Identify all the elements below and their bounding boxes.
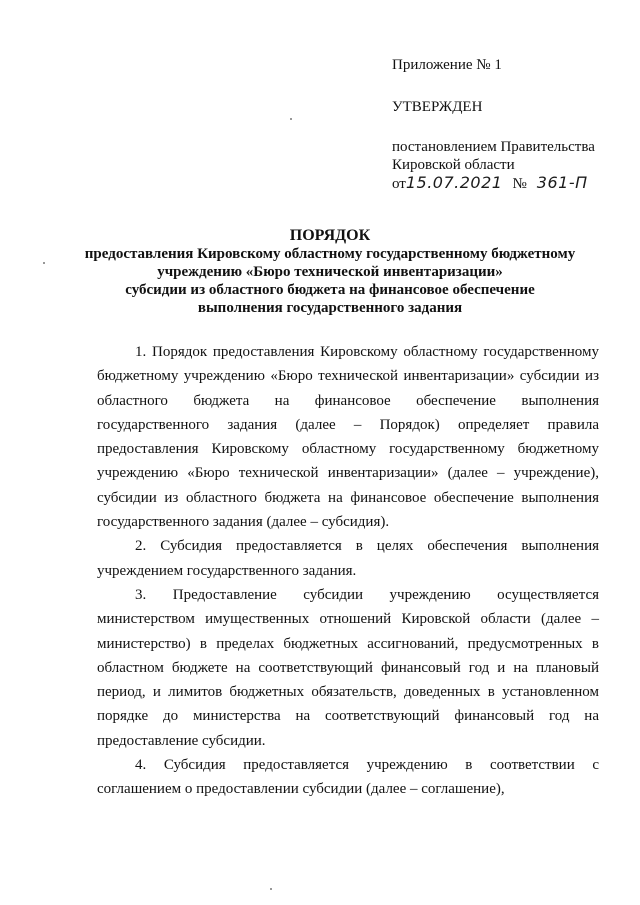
decree-line-2: Кировской области [392,157,515,173]
subtitle-line: выполнения государственного задания [197,300,463,316]
approval-block [392,56,627,193]
paragraph-4: 4. Субсидия предоставляется учреждению в соответствии с соглашением о предоставлении субсидии (далее – соглашение), [97,757,599,798]
paragraph-2: 2. Субсидия предоставляется в целях обеспечения выполнения учреждением государственного задания. [97,538,599,579]
decree-date-line [392,174,627,193]
document-body [97,340,599,802]
subtitle-line: учреждению «Бюро технической инвентаризации» [157,264,503,280]
handwritten-date: 15.07.2021 [405,173,503,192]
scan-speck [290,118,292,120]
number-prefix: № [512,176,527,192]
scan-speck [270,888,272,890]
handwritten-number: 361-П [536,173,588,192]
approved-label: УТВЕРЖДЕН [392,99,483,115]
dated-prefix: от [392,176,406,192]
subtitle-line: предоставления Кировскому областному государственному бюджетному [84,246,576,262]
paragraph-3: 3. Предоставление субсидии учреждению осуществляется министерством имущественных отношений Кировской области (далее – министерство) в пределах бюджетных ассигнований, предусмотренных в областном бюджете на соответствующий финансовый год и на плановый период, и лимитов бюджетных обязательств, доведенных в установленном порядке до министерства на соответствующий финансовый год на предоставление субсидии. [97,586,599,749]
scan-speck [43,262,45,264]
annex-label: Приложение № 1 [392,57,502,73]
paragraph-1: 1. Порядок предоставления Кировскому областному государственному бюджетному учреждению «Бюро технической инвентаризации» субсидии из областного бюджета на финансовое обеспечение выполнения государственного задания (далее – Порядок) определяет правила предоставления Кировскому областному государственному бюджетному учреждению «Бюро технической инвентаризации» (далее – учреждение), субсидии из областного бюджета на финансовое обеспечение выполнения государственного задания (далее – субсидия). [97,344,599,531]
document-title-block [60,227,600,317]
subtitle-line: субсидии из областного бюджета на финансовое обеспечение [125,282,535,298]
decree-line-1: постановлением Правительства [392,139,595,155]
document-title: ПОРЯДОК [289,227,371,244]
